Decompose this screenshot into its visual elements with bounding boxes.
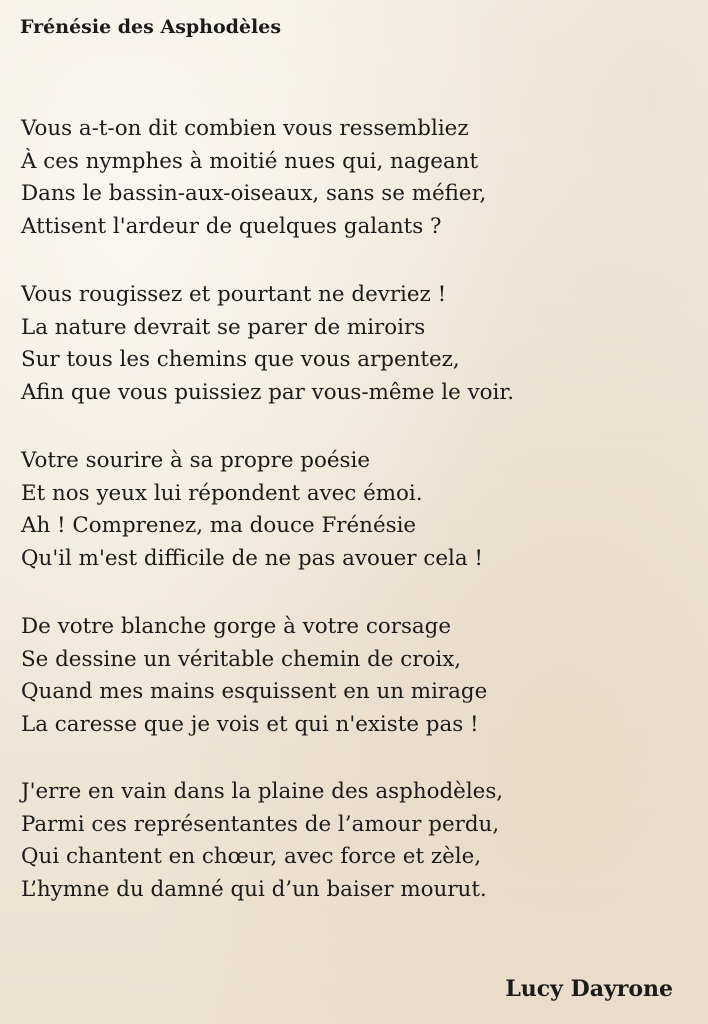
poem-line: Attisent l'ardeur de quelques galants ? <box>21 213 442 239</box>
poem-line: Qui chantent en chœur, avec force et zèle, <box>21 844 482 869</box>
poem-line: L’hymne du damné qui d’un baiser mourut. <box>21 876 487 902</box>
poem-line: Quand mes mains esquissent en un mirage <box>21 679 488 704</box>
poem-line: Et nos yeux lui répondent avec émoi. <box>21 480 423 506</box>
poem-line: Vous rougissez et pourtant ne devriez ! <box>21 282 447 307</box>
poem-line: De votre blanche gorge à votre corsage <box>21 614 452 639</box>
poem-line: J'erre en vain dans la plaine des asphodèles, <box>21 779 504 804</box>
poem-line: Qu'il m'est difficile de ne pas avouer cela ! <box>21 545 483 571</box>
poem-line: La nature devrait se parer de miroirs <box>21 314 426 340</box>
stanza-1 <box>21 113 486 243</box>
poem-line: La caresse que je vois et qui n'existe pas ! <box>21 711 479 737</box>
stanza-3 <box>21 445 483 575</box>
poem-line: Dans le bassin-aux-oiseaux, sans se méfier, <box>21 181 487 206</box>
stanza-4 <box>21 611 487 741</box>
author-signature: Lucy Dayrone <box>505 976 673 1002</box>
poem-line: Sur tous les chemins que vous arpentez, <box>21 347 460 372</box>
poem-line: Se dessine un véritable chemin de croix, <box>21 646 462 672</box>
poem-line: Parmi ces représentantes de l’amour perdu, <box>21 811 500 837</box>
stanza-2 <box>21 279 514 409</box>
poem-line: À ces nymphes à moitié nues qui, nageant <box>21 148 479 174</box>
poem-line: Votre sourire à sa propre poésie <box>21 448 370 473</box>
poem-title: Frénésie des Asphodèles <box>20 16 282 38</box>
poem-line: Afin que vous puissiez par vous-même le voir. <box>21 379 515 405</box>
poem-line: Ah ! Comprenez, ma douce Frénésie <box>21 513 417 538</box>
stanza-5 <box>21 776 503 906</box>
poem-line: Vous a-t-on dit combien vous ressembliez <box>21 116 469 141</box>
